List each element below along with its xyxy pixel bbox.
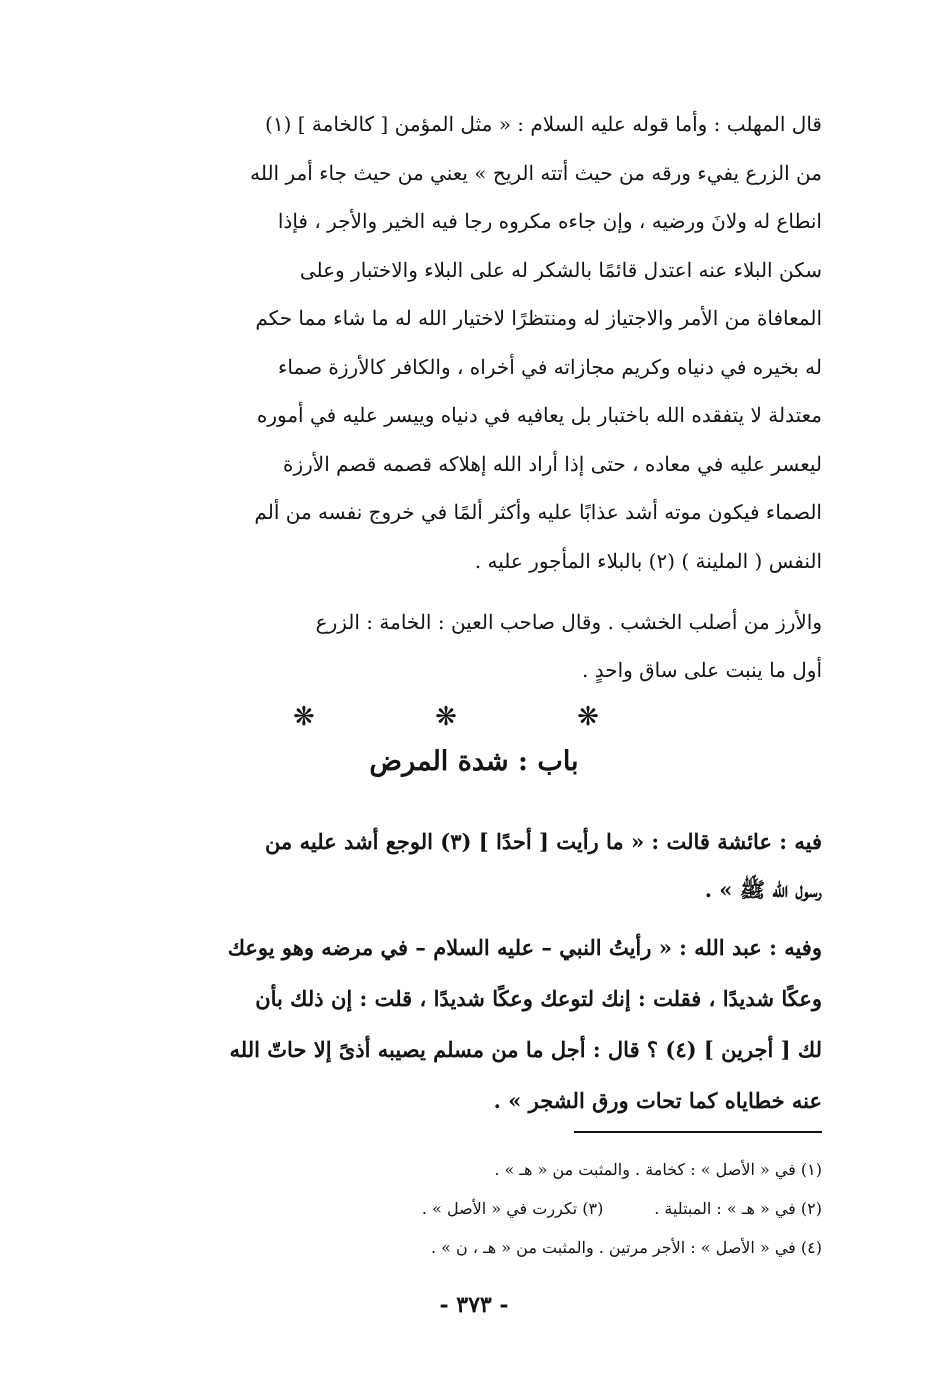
text-line: ليعسر عليه في معاده ، حتى إذا أراد الله إهلاكه قصمه قصم الأرزة xyxy=(283,451,822,476)
text-line: عنه خطاياه كما تحات ورق الشجر » . xyxy=(493,1088,822,1113)
footnote: (٢) في « هـ » : المبتلية . (٣) تكررت في « الأصل » . xyxy=(421,1199,822,1218)
chapter-title: باب : شدة المرض xyxy=(369,746,579,777)
hadith-abdullah xyxy=(138,922,822,1126)
text-line: وعكًا شديدًا ، فقلت : إنك لتوعك وعكًا شديدًا ، قلت : إن ذلك بأن xyxy=(255,986,822,1011)
text-line: وفيه : عبد الله : « رأيتُ النبي – عليه السلام – في مرضه وهو يوعك xyxy=(227,935,822,960)
text-line: أول ما ينبت على ساق واحدٍ . xyxy=(582,658,822,682)
text-line: والأرز من أصلب الخشب . وقال صاحب العين : الخامة : الزرع xyxy=(315,610,822,634)
footnote: (٤) في « الأصل » : الأجر مرتين . والمثبت من « هـ ، ن » . xyxy=(430,1238,822,1257)
text-line: له بخيره في دنياه وكريم مجازاته في أخراه ، والكافر كالأرزة صماء xyxy=(278,354,822,379)
text-line: رسول الله ﷺ » . xyxy=(704,877,822,902)
text-line: قال المهلب : وأما قوله عليه السلام : « مثل المؤمن [ كالخامة ] (١) xyxy=(265,112,822,136)
hadith-aisha xyxy=(138,818,822,914)
text-line: من الزرع يفيء ورقه من حيث أتته الريح » يعني من حيث جاء أمر الله xyxy=(250,160,822,185)
footnotes xyxy=(200,1150,822,1267)
footnote-divider xyxy=(574,1131,822,1133)
text-line: الصماء فيكون موته أشد عذابًا عليه وأكثر ألمًا في خروج نفسه من ألم xyxy=(254,500,822,524)
text-line: النفس ( الملينة ) (٢) بالبلاء المأجور عليه . xyxy=(474,548,822,573)
text-line: فيه : عائشة قالت : « ما رأيت [ أحدًا ] (٣) الوجع أشد عليه من xyxy=(265,829,822,854)
text-line: معتدلة لا يتفقده الله باختبار بل يعافيه في دنياه وييسر عليه في أموره xyxy=(256,403,822,427)
page-number: - ٣٧٣ - xyxy=(439,1292,509,1318)
text-line: انطاع له ولانَ ورضيه ، وإن جاءه مكروه رجا فيه الخير والأجر ، فإذا xyxy=(277,209,822,233)
paragraph-commentary xyxy=(138,100,822,585)
footnote: (١) في « الأصل » : كخامة . والمثبت من « هـ » . xyxy=(494,1160,822,1179)
text-line: لك [ أجرين ] (٤) ؟ قال : أجل ما من مسلم يصيبه أذىً إلا حاتّ الله xyxy=(229,1037,822,1062)
text-line: سكن البلاء عنه اعتدل قائمًا بالشكر له على البلاء والاختبار وعلى xyxy=(299,257,822,282)
section-separator: ❋ ❋ ❋ xyxy=(293,702,655,732)
text-line: المعافاة من الأمر والاجتياز له ومنتظرًا لاختيار الله له ما شاء مما حكم xyxy=(255,306,822,330)
paragraph-definition xyxy=(138,598,822,694)
